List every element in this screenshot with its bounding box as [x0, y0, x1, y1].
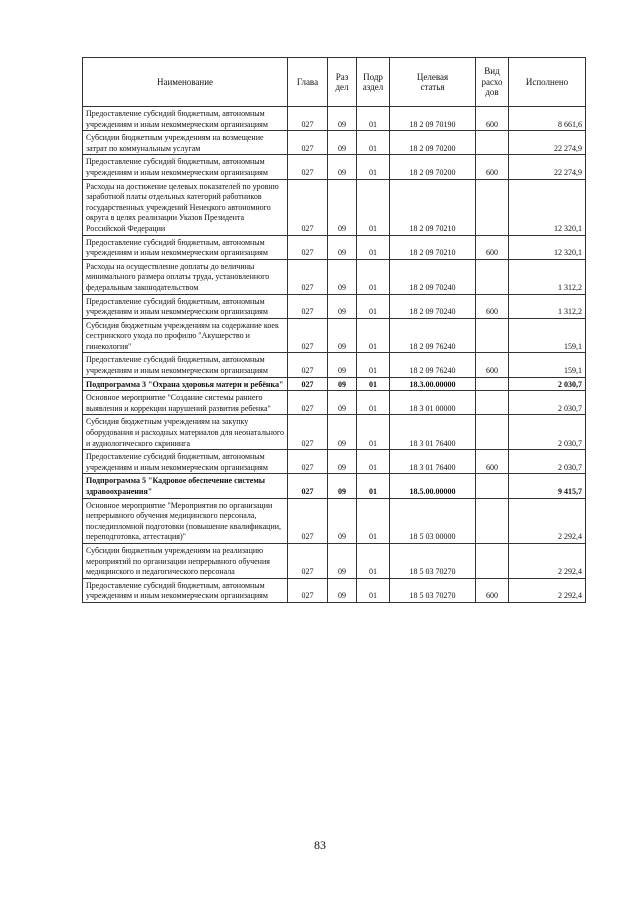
cell-razdel: 09 [328, 474, 357, 498]
cell-podrazdel: 01 [357, 131, 390, 155]
header-glava: Глава [288, 58, 328, 107]
cell-glava: 027 [288, 155, 328, 179]
cell-podrazdel: 01 [357, 155, 390, 179]
cell-amount: 159,1 [509, 353, 586, 377]
cell-name: Предоставление субсидий бюджетным, автономным учреждениям и иным некоммерческим организациям [83, 155, 288, 179]
cell-amount: 12 320,1 [509, 179, 586, 235]
cell-target: 18 2 09 70200 [390, 155, 476, 179]
cell-amount: 8 661,6 [509, 107, 586, 131]
table-row [83, 498, 586, 543]
table-row [83, 235, 586, 259]
table-row [83, 543, 586, 578]
cell-vid: 600 [476, 155, 509, 179]
cell-glava: 027 [288, 353, 328, 377]
table-row [83, 474, 586, 498]
cell-amount: 2 292,4 [509, 498, 586, 543]
cell-glava: 027 [288, 543, 328, 578]
header-executed: Исполнено [509, 58, 586, 107]
cell-razdel: 09 [328, 543, 357, 578]
cell-glava: 027 [288, 107, 328, 131]
cell-razdel: 09 [328, 294, 357, 318]
cell-amount: 12 320,1 [509, 235, 586, 259]
cell-glava: 027 [288, 179, 328, 235]
cell-razdel: 09 [328, 179, 357, 235]
cell-name: Предоставление субсидий бюджетным, автономным учреждениям и иным некоммерческим организациям [83, 107, 288, 131]
table-row [83, 131, 586, 155]
cell-razdel: 09 [328, 377, 357, 391]
budget-table-container [82, 57, 585, 603]
cell-amount: 2 030,7 [509, 377, 586, 391]
cell-podrazdel: 01 [357, 578, 390, 602]
cell-amount: 1 312,2 [509, 259, 586, 294]
cell-vid: 600 [476, 450, 509, 474]
table-row [83, 318, 586, 353]
cell-target: 18 2 09 70240 [390, 294, 476, 318]
table-row [83, 415, 586, 450]
cell-podrazdel: 01 [357, 107, 390, 131]
cell-podrazdel: 01 [357, 474, 390, 498]
cell-target: 18 5 03 70270 [390, 578, 476, 602]
cell-vid [476, 179, 509, 235]
cell-razdel: 09 [328, 578, 357, 602]
cell-amount: 2 030,7 [509, 450, 586, 474]
cell-name: Предоставление субсидий бюджетным, автономным учреждениям и иным некоммерческим организациям [83, 235, 288, 259]
table-row [83, 155, 586, 179]
cell-name: Подпрограмма 5 "Кадровое обеспечение системы здравоохранения" [83, 474, 288, 498]
cell-vid [476, 391, 509, 415]
cell-podrazdel: 01 [357, 391, 390, 415]
table-row [83, 353, 586, 377]
cell-name: Субсидия бюджетным учреждениям на закупку оборудования и расходных материалов для неонатального и аудиологического скрининга [83, 415, 288, 450]
cell-glava: 027 [288, 474, 328, 498]
cell-name: Предоставление субсидий бюджетным, автономным учреждениям и иным некоммерческим организациям [83, 294, 288, 318]
cell-razdel: 09 [328, 415, 357, 450]
cell-glava: 027 [288, 259, 328, 294]
cell-glava: 027 [288, 235, 328, 259]
cell-name: Расходы на достижение целевых показателей по уровню заработной платы отдельных категорий работников государственных учреждений Ненецкого автономного округа в целях реализации Указов Президента Российской Федерации [83, 179, 288, 235]
cell-glava: 027 [288, 415, 328, 450]
cell-podrazdel: 01 [357, 259, 390, 294]
cell-podrazdel: 01 [357, 179, 390, 235]
cell-vid [476, 474, 509, 498]
cell-target: 18 2 09 70210 [390, 179, 476, 235]
cell-vid [476, 131, 509, 155]
cell-name: Основное мероприятие "Создание системы раннего выявления и коррекции нарушений развития ребенка" [83, 391, 288, 415]
cell-vid [476, 498, 509, 543]
cell-razdel: 09 [328, 353, 357, 377]
table-row [83, 107, 586, 131]
cell-target: 18 5 03 70270 [390, 543, 476, 578]
cell-razdel: 09 [328, 155, 357, 179]
cell-target: 18.3.00.00000 [390, 377, 476, 391]
table-header-row [83, 58, 586, 107]
cell-amount: 2 030,7 [509, 415, 586, 450]
header-target: Целевая статья [390, 58, 476, 107]
header-podrazdel: Подр аздел [357, 58, 390, 107]
cell-razdel: 09 [328, 450, 357, 474]
cell-target: 18 2 09 70190 [390, 107, 476, 131]
cell-podrazdel: 01 [357, 450, 390, 474]
cell-vid [476, 259, 509, 294]
cell-amount: 2 292,4 [509, 543, 586, 578]
cell-amount: 1 312,2 [509, 294, 586, 318]
cell-vid: 600 [476, 353, 509, 377]
cell-razdel: 09 [328, 498, 357, 543]
cell-name: Подпрограмма 3 "Охрана здоровья матери и ребёнка" [83, 377, 288, 391]
table-row [83, 391, 586, 415]
cell-podrazdel: 01 [357, 318, 390, 353]
cell-target: 18 2 09 70200 [390, 131, 476, 155]
table-row [83, 377, 586, 391]
cell-name: Предоставление субсидий бюджетным, автономным учреждениям и иным некоммерческим организациям [83, 353, 288, 377]
cell-podrazdel: 01 [357, 377, 390, 391]
cell-podrazdel: 01 [357, 294, 390, 318]
header-razdel: Раз дел [328, 58, 357, 107]
cell-name: Субсидия бюджетным учреждениям на содержание коек сестринского ухода по профилю "Акушерство и гинекология" [83, 318, 288, 353]
cell-glava: 027 [288, 450, 328, 474]
table-row [83, 578, 586, 602]
cell-target: 18 3 01 76400 [390, 415, 476, 450]
cell-razdel: 09 [328, 131, 357, 155]
cell-amount: 9 415,7 [509, 474, 586, 498]
cell-podrazdel: 01 [357, 543, 390, 578]
cell-vid: 600 [476, 235, 509, 259]
page-number: 83 [314, 838, 326, 852]
cell-amount: 2 292,4 [509, 578, 586, 602]
cell-amount: 159,1 [509, 318, 586, 353]
cell-vid: 600 [476, 294, 509, 318]
cell-target: 18 2 09 70240 [390, 259, 476, 294]
table-row [83, 179, 586, 235]
cell-razdel: 09 [328, 259, 357, 294]
cell-amount: 22 274,9 [509, 131, 586, 155]
cell-glava: 027 [288, 498, 328, 543]
cell-name: Предоставление субсидий бюджетным, автономным учреждениям и иным некоммерческим организациям [83, 578, 288, 602]
cell-glava: 027 [288, 391, 328, 415]
cell-name: Субсидии бюджетным учреждениям на возмещение затрат по коммунальным услугам [83, 131, 288, 155]
cell-razdel: 09 [328, 318, 357, 353]
cell-vid: 600 [476, 578, 509, 602]
table-row [83, 294, 586, 318]
cell-target: 18 3 01 00000 [390, 391, 476, 415]
cell-vid [476, 415, 509, 450]
budget-table [82, 57, 586, 603]
cell-glava: 027 [288, 377, 328, 391]
cell-glava: 027 [288, 318, 328, 353]
cell-target: 18 5 03 00000 [390, 498, 476, 543]
cell-podrazdel: 01 [357, 353, 390, 377]
table-row [83, 450, 586, 474]
cell-amount: 22 274,9 [509, 155, 586, 179]
table-row [83, 259, 586, 294]
cell-vid: 600 [476, 107, 509, 131]
cell-target: 18 3 01 76400 [390, 450, 476, 474]
header-vid: Вид расхо дов [476, 58, 509, 107]
cell-target: 18.5.00.00000 [390, 474, 476, 498]
cell-razdel: 09 [328, 391, 357, 415]
cell-name: Предоставление субсидий бюджетным, автономным учреждениям и иным некоммерческим организациям [83, 450, 288, 474]
cell-name: Расходы на осуществление доплаты до величины минимального размера оплаты труда, установленного федеральным законодательством [83, 259, 288, 294]
cell-name: Основное мероприятие "Мероприятия по организации непрерывного обучения медицинского персонала, последипломной подготовки (повышение квалификации, переподготовка, аттестация)" [83, 498, 288, 543]
cell-podrazdel: 01 [357, 415, 390, 450]
cell-target: 18 2 09 76240 [390, 353, 476, 377]
cell-podrazdel: 01 [357, 498, 390, 543]
cell-razdel: 09 [328, 235, 357, 259]
cell-vid [476, 377, 509, 391]
cell-target: 18 2 09 76240 [390, 318, 476, 353]
cell-glava: 027 [288, 578, 328, 602]
cell-target: 18 2 09 70210 [390, 235, 476, 259]
cell-amount: 2 030,7 [509, 391, 586, 415]
table-body [83, 107, 586, 603]
cell-glava: 027 [288, 294, 328, 318]
cell-razdel: 09 [328, 107, 357, 131]
cell-podrazdel: 01 [357, 235, 390, 259]
cell-name: Субсидии бюджетным учреждениям на реализацию мероприятий по организации непрерывного обучения медицинского и педагогического персонала [83, 543, 288, 578]
cell-vid [476, 318, 509, 353]
header-name: Наименование [83, 58, 288, 107]
cell-glava: 027 [288, 131, 328, 155]
cell-vid [476, 543, 509, 578]
